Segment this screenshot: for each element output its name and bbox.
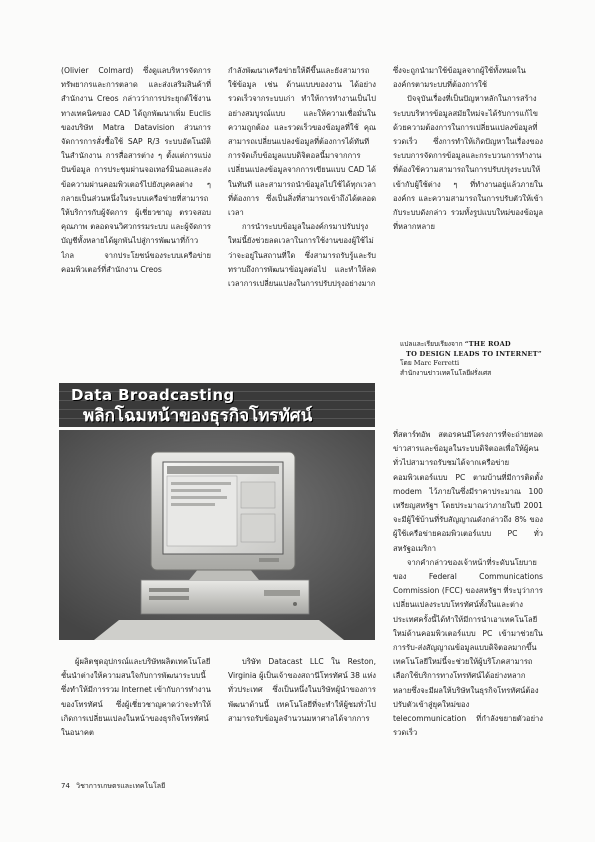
column-1-top-text — [61, 64, 211, 277]
paragraph: กำลังพัฒนาเครือข่ายให้ดีขึ้นและยังสามารถใช้ข้อมูล เช่น ด้านแบบของงาน ได้อย่างรวดเร็วจากระบบเก่า ทำให้การทำงานเป็นไปอย่างสมบูรณ์แบบ และให้ความเชื่อมั่นในความถูกต้อง และรวดเร็วของข้อมูลที่ใช้ คุณสามารถเปลี่ยนแปลงข้อมูลที่ต้องการได้ทันที การจัดเก็บข้อมูลแบบดิจิตอลนี้มาจากการเปลี่ยนแปลงข้อมูลจากการเขียนแบบ CAD ได้ในทันที และสามารถนำข้อมูลไปใช้ได้ทุกเวลาที่ต้องการ ซึ่งเป็นสิ่งที่สามารถเข้าถึงได้ตลอดเวลา — [228, 66, 376, 218]
publication-name: วิชาการเกษตรและเทคโนโลยี — [76, 782, 166, 790]
pc-illustration — [59, 430, 375, 640]
column-2-bottom-text — [228, 655, 376, 770]
page-footer — [61, 781, 165, 792]
paragraph: ที่สตาร์ทอัพ สตอรคนมีโครงการที่จะถ่ายทอดข่าวสารและข้อมูลในระบบดิจิตอลเพื่อให้ผู้คนทั่วไปสามารถรับชมได้จากเครือข่ายคอมพิวเตอร์แบบ PC ตามบ้านที่มีการติดตั้ง modem ไว้ภายในซึ่งมีราคาประมาณ 100 เหรียญสหรัฐฯ โดยประมาณว่าภายในปี 2001 จะมีผู้ใช้บ้านที่รับสัญญาณดังกล่าวถึง 8% ของผู้ใช้เครือข่ายคอมพิวเตอร์แบบ PC ทั่วสหรัฐอเมริกา — [393, 430, 543, 553]
article-title-banner — [59, 383, 375, 427]
computer-photo — [59, 430, 375, 640]
article-subtitle: พลิกโฉมหน้าของธุรกิจโทรทัศน์ — [83, 406, 313, 426]
paragraph: ซึ่งจะถูกนำมาใช้ข้อมูลจากผู้ใช้ทั้งหมดในองค์กรตามระบบที่ต้องการใช้ — [393, 66, 526, 90]
paragraph: (Olivier Colmard) ซึ่งดูแลบริหารจัดการทรัพยากรและการตลาด และส่งเสริมสินค้าที่สำนักงาน Creos กล่าวว่าการประยุกต์ใช้งานทางเทคนิคของ CAD ได้ถูกพัฒนาเพิ่ม Euclis ของบริษัท Matra Datavision ส่วนการจัดการการสั่งซื้อใช้ SAP R/3 ระบบอัตโนมัติในสำนักงาน การสื่อสารต่าง ๆ ตั้งแต่การแบ่งปันข้อมูล การประชุมผ่านจอเทอร์มินอลและส่งข้อความผ่านคอมพิวเตอร์ไปยังบุคคลต่าง ๆ กลายเป็นส่วนหนึ่งในระบบเครือข่ายที่สามารถให้บริการกับผู้จัดการ ผู้เชี่ยวชาญ ตรวจสอบคุณภาพ ตลอดจนวิศวกรรมระบบ และผู้จัดการบัญชีทั้งหลายได้ผูกพันไปสู่การพัฒนาที่ก้าวไกล จากประโยชน์ของระบบเครือข่ายคอมพิวเตอร์ที่สำนักงาน Creos — [61, 66, 211, 274]
article-title: Data Broadcasting — [71, 386, 235, 404]
paragraph: บริษัท Datacast LLC ใน Reston, Virginia ผู้เป็นเจ้าของสถานีโทรทัศน์ 38 แห่งทั่วประเทศ ซึ่งเป็นหนึ่งในบริษัทผู้นำของการพัฒนาด้านนี้ เทคโนโลยีที่จะทำให้ผู้ชมทั่วไปสามารถรับข้อมูลจำนวนมหาศาลได้จากการ — [228, 657, 376, 723]
column-1-bottom-text — [61, 655, 211, 770]
column-2-top-text — [228, 64, 376, 291]
column-3-top-text — [393, 64, 543, 329]
source-credit — [400, 340, 545, 378]
credit-line — [400, 340, 545, 350]
credit-label: แปลและเรียบเรียงจาก — [400, 340, 463, 348]
page-number: 74 — [61, 782, 70, 790]
credit-title-part1: “THE ROAD — [464, 340, 511, 348]
credit-title-part2: TO DESIGN LEADS TO INTERNET” — [406, 349, 542, 358]
paragraph: ปัจจุบันเรื่องที่เป็นปัญหาหลักในการสร้างระบบบริหารข้อมูลสมัยใหม่จะได้รับการแก้ไขด้วยความต้องการในการเปลี่ยนแปลงข้อมูลที่รวดเร็ว ซึ่งการทำให้เกิดปัญหาในเรื่องของระบบการจัดการข้อมูลและกระบวนการทำงานที่ต้องใช้ความสามารถในการปรับปรุงระบบให้เข้ากับผู้ใช้ต่าง ๆ ที่ทำงานอยู่แล้วภายในองค์กร และความสามารถในการปรับตัวให้เข้ากับระบบดังกล่าว รวมทั้งรูปแบบใหม่ของข้อมูลที่หลากหลาย — [393, 94, 543, 232]
paragraph: ผู้ผลิตชุดอุปกรณ์และบริษัทผลิตเทคโนโลยีชั้นนำต่างให้ความสนใจกับการพัฒนาระบบนี้ ซึ่งทำให้มีการรวม Internet เข้ากับการทำงานของโทรทัศน์ ซึ่งผู้เชี่ยวชาญคาดว่าจะทำให้เกิดการเปลี่ยนแปลงในหน้าของธุรกิจโทรทัศน์ในอนาคต — [61, 657, 211, 738]
paragraph: การนำระบบข้อมูลในองค์กรมาปรับปรุงใหม่นี้ยังช่วยลดเวลาในการใช้งานของผู้ใช้ไม่ว่าจะอยู่ในสถานที่ใด ซึ่งสามารถรับรู้และรับทราบถึงการพัฒนาข้อมูลต่อไป และทำให้ลดเวลาการเปลี่ยนแปลงในการปรับปรุงอย่างมาก — [228, 222, 376, 289]
column-3-middle-text — [393, 428, 543, 768]
paragraph: จากคำกล่าวของเจ้าหน้าที่ระดับนโยบายของ Federal Communications Commission (FCC) ของสหรัฐฯ ที่ระบุว่าการเปลี่ยนแปลงระบบโทรทัศน์ทั้งในและต่างประเทศครั้งนี้ได้ทำให้มีการนำเอาเทคโนโลยีใหม่ด้านคอมพิวเตอร์แบบ PC เข้ามาช่วยในการรับ-ส่งสัญญาณข้อมูลแบบดิจิตอลมากขึ้น เทคโนโลยีใหม่นี้จะช่วยให้ผู้บริโภคสามารถเลือกใช้บริการทางโทรทัศน์ได้อย่างหลากหลายซึ่งจะมีผลให้บริษัทในธุรกิจโทรทัศน์ต้องปรับตัวเข้าสู่ยุคใหม่ของ telecommunication ที่กำลังขยายตัวอย่างรวดเร็ว — [393, 557, 543, 738]
credit-organization: สำนักงานข่าวเทคโนโลยีฝรั่งเศส — [400, 368, 492, 377]
credit-author: โดย Marc Ferretti — [400, 359, 460, 368]
